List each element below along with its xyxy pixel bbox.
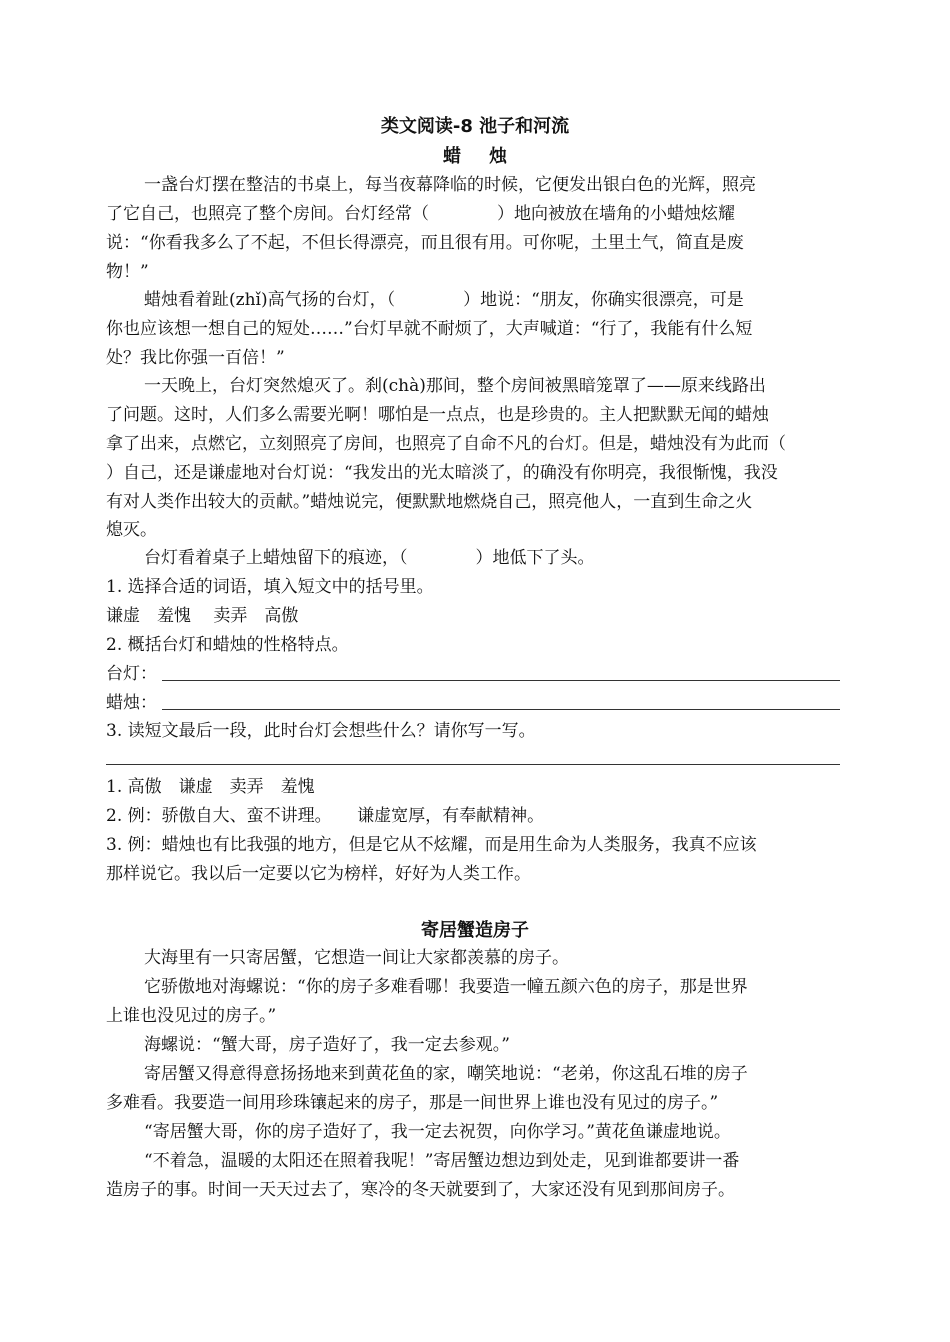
story1-line: 拿了出来，点燃它，立刻照亮了房间，也照亮了自命不凡的台灯。但是，蜡烛没有为此而（: [106, 434, 786, 454]
story1-line: 蜡烛看着趾(zhǐ)高气扬的台灯，（ ）地说：“朋友，你确实很漂亮，可是: [144, 290, 744, 310]
story2-line: 造房子的事。时间一天天过去了，寒冷的冬天就要到了，大家还没有见到那间房子。: [106, 1180, 735, 1200]
story2-line: 寄居蟹又得意得意扬扬地来到黄花鱼的家，嘲笑地说：“老弟，你这乱石堆的房子: [144, 1064, 748, 1084]
question-1-word-bank: 谦虚 羞愧 卖弄 高傲: [106, 606, 299, 626]
lamp-label: 台灯：: [106, 664, 157, 684]
story1-line: 有对人类作出较大的贡献。”蜡烛说完，便默默地燃烧自己，照亮他人，一直到生命之火: [106, 492, 753, 512]
story1-line: 一盏台灯摆在整洁的书桌上，每当夜幕降临的时候，它便发出银白色的光辉，照亮: [144, 175, 756, 195]
story1-line: 了问题。这时，人们多么需要光啊！哪怕是一点点，也是珍贵的。主人把默默无闻的蜡烛: [106, 405, 769, 425]
answer-2: 2. 例：骄傲自大、蛮不讲理。 谦虚宽厚，有奉献精神。: [106, 806, 545, 826]
story1-line: 熄灭。: [106, 520, 157, 540]
story2-title: 寄居蟹造房子: [421, 920, 529, 941]
story1-line: 你也应该想一想自己的短处……”台灯早就不耐烦了，大声喊道：“行了，我能有什么短: [106, 319, 753, 339]
answer-3-line: 那样说它。我以后一定要以它为榜样，好好为人类工作。: [106, 864, 531, 884]
story2-line: “寄居蟹大哥，你的房子造好了，我一定去祝贺，向你学习。”黄花鱼谦虚地说。: [144, 1122, 731, 1142]
story2-line: 上谁也没见过的房子。”: [106, 1006, 277, 1026]
lamp-answer-line[interactable]: [162, 680, 840, 681]
story2-line: 多难看。我要造一间用珍珠镶起来的房子，那是一间世界上谁也没有见过的房子。”: [106, 1093, 719, 1113]
question-3: 3. 读短文最后一段，此时台灯会想些什么？请你写一写。: [106, 721, 536, 741]
story2-line: 它骄傲地对海螺说：“你的房子多难看哪！我要造一幢五颜六色的房子，那是世界: [144, 977, 748, 997]
story1-line: 物！”: [106, 262, 149, 282]
story1-line: 处？我比你强一百倍！”: [106, 348, 285, 368]
question-3-answer-line[interactable]: [106, 764, 840, 765]
candle-answer-line[interactable]: [162, 709, 840, 710]
question-1: 1. 选择合适的词语，填入短文中的括号里。: [106, 577, 434, 597]
story1-line: ）自己，还是谦虚地对台灯说：“我发出的光太暗淡了，的确没有你明亮，我很惭愧，我没: [106, 463, 778, 483]
story2-line: 大海里有一只寄居蟹，它想造一间让大家都羡慕的房子。: [144, 948, 569, 968]
answer-3-line: 3. 例：蜡烛也有比我强的地方，但是它从不炫耀，而是用生命为人类服务，我真不应该: [106, 835, 757, 855]
question-2: 2. 概括台灯和蜡烛的性格特点。: [106, 635, 349, 655]
answer-1: 1. 高傲 谦虚 卖弄 羞愧: [106, 777, 315, 797]
story1-line: 说：“你看我多么了不起，不但长得漂亮，而且很有用。可你呢，土里土气，简直是废: [106, 233, 744, 253]
candle-label: 蜡烛：: [106, 693, 157, 713]
story2-line: 海螺说：“蟹大哥，房子造好了，我一定去参观。”: [144, 1035, 510, 1055]
document-title: 类文阅读-8 池子和河流: [380, 116, 570, 137]
story1-line: 台灯看着桌子上蜡烛留下的痕迹，（ ）地低下了头。: [144, 548, 595, 568]
story2-line: “不着急，温暖的太阳还在照着我呢！”寄居蟹边想边到处走，见到谁都要讲一番: [144, 1151, 740, 1171]
story1-title: 蜡烛: [443, 146, 535, 167]
story1-line: 一天晚上，台灯突然熄灭了。刹(chà)那间，整个房间被黑暗笼罩了——原来线路出: [144, 376, 766, 396]
story1-line: 了它自己，也照亮了整个房间。台灯经常（ ）地向被放在墙角的小蜡烛炫耀: [106, 204, 735, 224]
